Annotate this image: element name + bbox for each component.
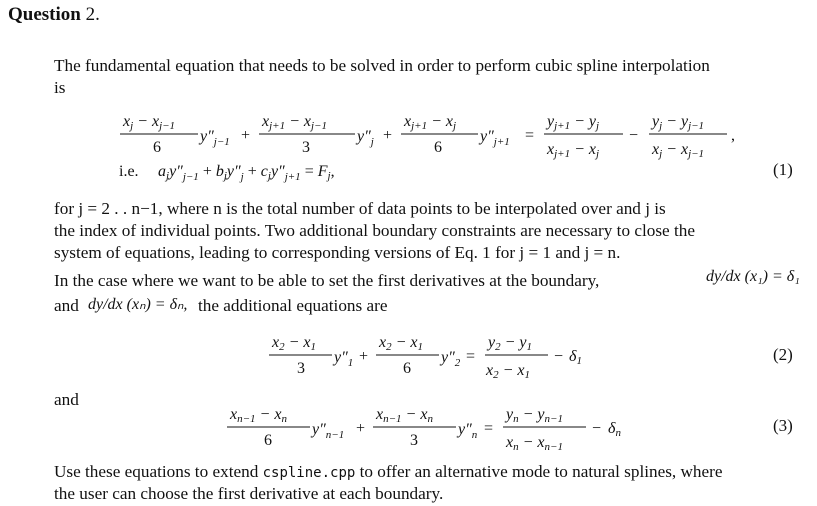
svg-text:,: , [731,127,735,144]
svg-text:−: − [592,420,602,437]
svg-text:yn − yn−1: yn − yn−1 [506,406,563,425]
boundary-line-2: the index of individual points. Two additional boundary constraints are necessary to close the [54,221,695,240]
svg-text:xj − xj−1: xj − xj−1 [652,141,705,160]
svg-text:6: 6 [434,139,442,156]
svg-text:6: 6 [264,432,272,449]
equation-2 [0,325,817,385]
svg-text:xj − xj−1: xj − xj−1 [123,113,176,132]
svg-text:6: 6 [153,139,161,156]
svg-text:+: + [359,348,369,365]
svg-text:x2 − x1: x2 − x1 [379,334,424,353]
svg-text:ajy″j−1 + bjy″j + cjy″j+1 = Fj: $ajy''_{j-1} + bjy''_j + cjy''_{j+1} = Fj$, [158,163,335,183]
final-line-1 [54,461,806,484]
final-part-2: to offer an alternative mode to natural splines, where [359,462,723,481]
question-label: Question [8,4,81,25]
intro-line-2: is [54,78,66,97]
svg-text:xn−1 − xn: xn−1 − xn [230,406,287,425]
boundary-derivative-end: dy/dx (xₙ) = δₙ, [88,296,188,313]
svg-text:=: = [466,348,476,365]
svg-text:=: = [525,127,535,144]
svg-text:6: 6 [403,360,411,377]
derivs-and: and [54,296,79,315]
svg-text:x2 − x1: x2 − x1 [486,362,531,381]
svg-text:y″2: $y''_2$ [441,349,461,369]
final-part-1: Use these equations to extend [54,462,259,481]
svg-text:y″n−1: $y''_{n-1}$ [312,421,345,441]
svg-text:−: − [629,127,639,144]
equation-3-number: (3) [773,416,793,435]
svg-text:δn: δn [608,420,621,439]
boundary-derivative-start: dy/dx (x₁) = δ₁ [706,268,800,285]
filename-code: cspline.cpp [262,465,356,481]
and-label: and [54,390,79,409]
svg-text:3: 3 [410,432,418,449]
svg-text:yj+1 − yj: yj+1 − yj [547,113,600,132]
svg-text:x2 − x1: x2 − x1 [272,334,317,353]
derivs-line-1: In the case where we want to be able to set the first derivatives at the boundary, [54,271,600,290]
svg-text:y2 − y1: y2 − y1 [488,334,533,353]
equation-2-number: (2) [773,345,793,364]
svg-text:y″j: $y''_j$ [357,128,374,148]
question-heading [8,4,100,26]
svg-text:+: + [356,420,366,437]
intro-line-1: The fundamental equation that needs to be solved in order to perform cubic spline interpolation [54,56,710,75]
equation-3 [0,397,817,457]
equation-1-compact [0,158,817,186]
svg-text:y″j−1: $y''_{j-1}$ [200,128,230,148]
svg-text:y″1: $y''_1$ [334,349,354,369]
derivs-line-2-rest: the additional equations are [198,296,388,315]
svg-text:3: 3 [302,139,310,156]
svg-text:−: − [554,348,564,365]
svg-text:xj+1 − xj−1: xj+1 − xj−1 [262,113,327,132]
svg-text:3: 3 [297,360,305,377]
question-number: 2. [85,4,100,25]
svg-text:+: + [241,127,251,144]
equation-1-main [0,104,817,162]
svg-text:xn−1 − xn: xn−1 − xn [376,406,433,425]
svg-text:y″n: $y''_n$ [458,421,478,441]
svg-text:xj+1 − xj: xj+1 − xj [404,113,457,132]
boundary-line-3: system of equations, leading to corresponding versions of Eq. 1 for j = 1 and j = n. [54,243,621,262]
svg-text:+: + [383,127,393,144]
equation-1-number: (1) [773,160,793,179]
boundary-line-1: for j = 2 . . n−1, where n is the total number of data points to be interpolated over and j is [54,199,666,218]
svg-text:δ1: δ1 [569,348,582,367]
svg-text:xj+1 − xj: xj+1 − xj [547,141,600,160]
final-line-2: the user can choose the first derivative at each boundary. [54,484,444,503]
svg-text:xn − xn−1: xn − xn−1 [506,434,563,453]
svg-text:y″j+1: $y''_{j+1}$ [480,128,510,148]
svg-text:yj − yj−1: yj − yj−1 [652,113,705,132]
svg-text:=: = [484,420,494,437]
ie-label: i.e. [119,163,139,180]
